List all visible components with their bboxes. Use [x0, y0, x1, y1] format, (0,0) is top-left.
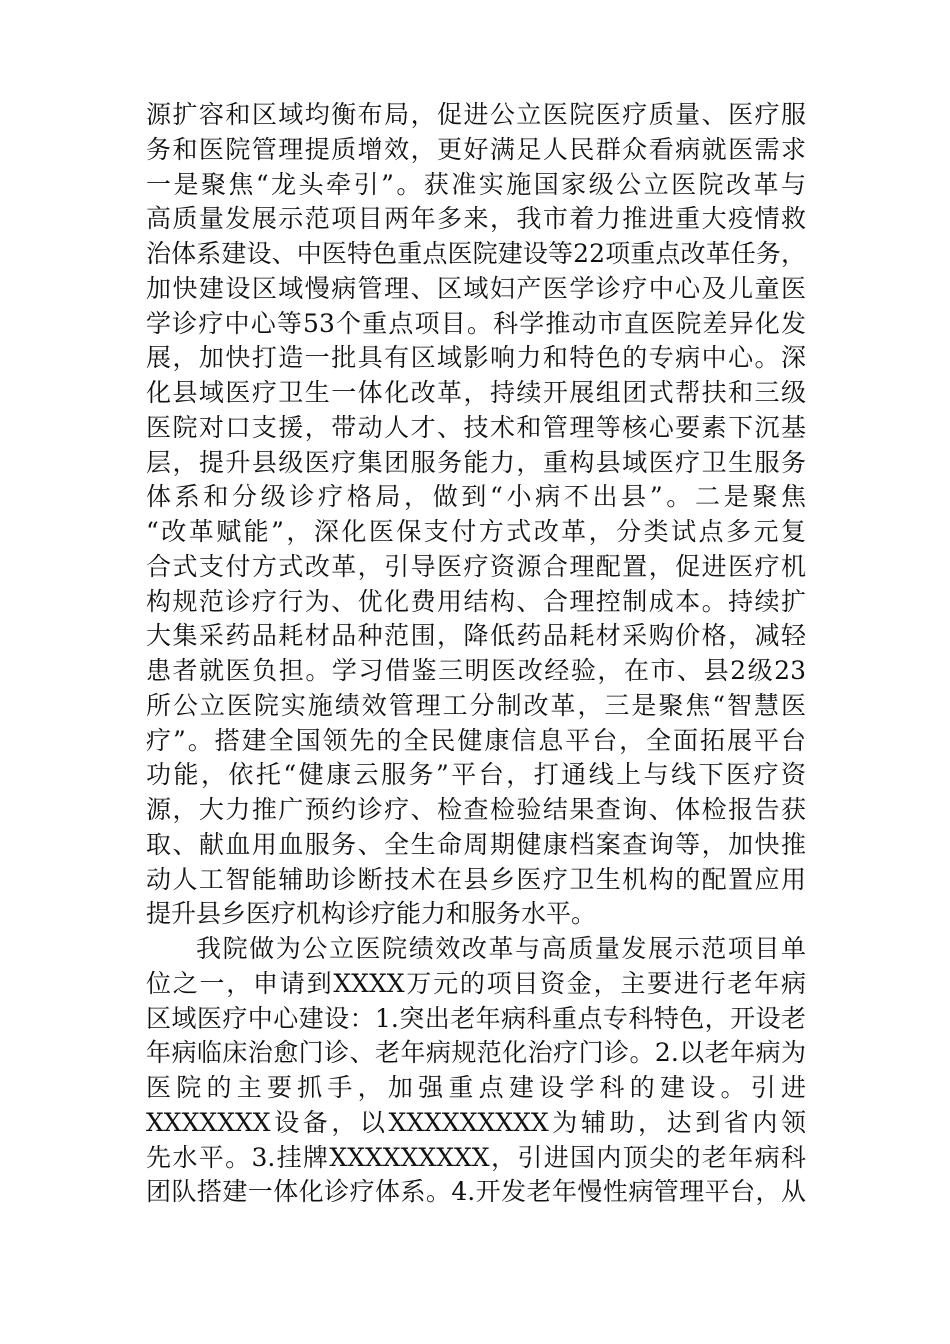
text-line: 构规范诊疗行为、优化费用结构、合理控制成本。持续扩	[146, 586, 806, 616]
text-line: 高质量发展示范项目两年多来，我市着力推进重大疫情救	[146, 204, 806, 234]
text-line: 取、献血用血服务、全生命周期健康档案查询等，加快推	[146, 829, 806, 859]
text-line: 大集采药品耗材品种范围，降低药品耗材采购价格，减轻	[146, 621, 806, 651]
text-line: 源扩容和区域均衡布局，促进公立医院医疗质量、医疗服	[146, 100, 806, 129]
text-line: 年病临床治愈门诊、老年病规范化治疗门诊。2.以老年病为	[146, 1038, 806, 1068]
text-line: “改革赋能”，深化医保支付方式改革，分类试点多元复	[146, 517, 806, 546]
text-line: 合式支付方式改革，引导医疗资源合理配置，促进医疗机	[146, 551, 806, 581]
text-line: 加快建设区域慢病管理、区域妇产医学诊疗中心及儿童医	[146, 273, 806, 303]
text-line: 位之一，申请到XXXX万元的项目资金，主要进行老年病	[146, 968, 806, 998]
text-line: 务和医院管理提质增效，更好满足人民群众看病就医需求	[146, 134, 806, 164]
text-line: 学诊疗中心等53个重点项目。科学推动市直医院差异化发	[146, 308, 806, 338]
text-line: 动人工智能辅助诊断技术在县乡医疗卫生机构的配置应用	[146, 864, 806, 894]
text-line: 功能，依托“健康云服务”平台，打通线上与线下医疗资	[146, 760, 806, 790]
text-line: 治体系建设、中医特色重点医院建设等22项重点改革任务，	[146, 239, 806, 268]
text-line: 先水平。3.挂牌XXXXXXXXX，引进国内顶尖的老年病科	[146, 1142, 806, 1172]
text-line: 提升县乡医疗机构诊疗能力和服务水平。	[146, 899, 597, 929]
text-line: 层，提升县级医疗集团服务能力，重构县域医疗卫生服务	[146, 447, 806, 477]
text-line: 医院的主要抓手，加强重点建设学科的建设。引进	[146, 1073, 806, 1102]
text-line: 疗”。搭建全国领先的全民健康信息平台，全面拓展平台	[146, 725, 806, 755]
text-line: 所公立医院实施绩效管理工分制改革，三是聚焦“智慧医	[146, 690, 806, 720]
body-text	[146, 98, 806, 1210]
text-line: 一是聚焦“龙头牵引”。获准实施国家级公立医院改革与	[146, 169, 806, 199]
paragraph-start-line: 我院做为公立医院绩效改革与高质量发展示范项目单	[196, 934, 806, 963]
text-line: 团队搭建一体化诊疗体系。4.开发老年慢性病管理平台，从	[146, 1177, 806, 1207]
text-line: 患者就医负担。学习借鉴三明医改经验，在市、县2级23	[146, 656, 806, 685]
text-line: 展，加快打造一批具有区域影响力和特色的专病中心。深	[146, 343, 806, 373]
text-line: 区域医疗中心建设：1.突出老年病科重点专科特色，开设老	[146, 1003, 806, 1033]
text-line: 源，大力推广预约诊疗、检查检验结果查询、体检报告获	[146, 795, 806, 824]
text-line: 化县域医疗卫生一体化改革，持续开展组团式帮扶和三级	[146, 378, 806, 407]
text-line: 医院对口支援，带动人才、技术和管理等核心要素下沉基	[146, 412, 806, 442]
text-line: XXXXXXX设备，以XXXXXXXXX为辅助，达到省内领	[146, 1107, 806, 1137]
text-line: 体系和分级诊疗格局，做到“小病不出县”。二是聚焦	[146, 482, 806, 512]
